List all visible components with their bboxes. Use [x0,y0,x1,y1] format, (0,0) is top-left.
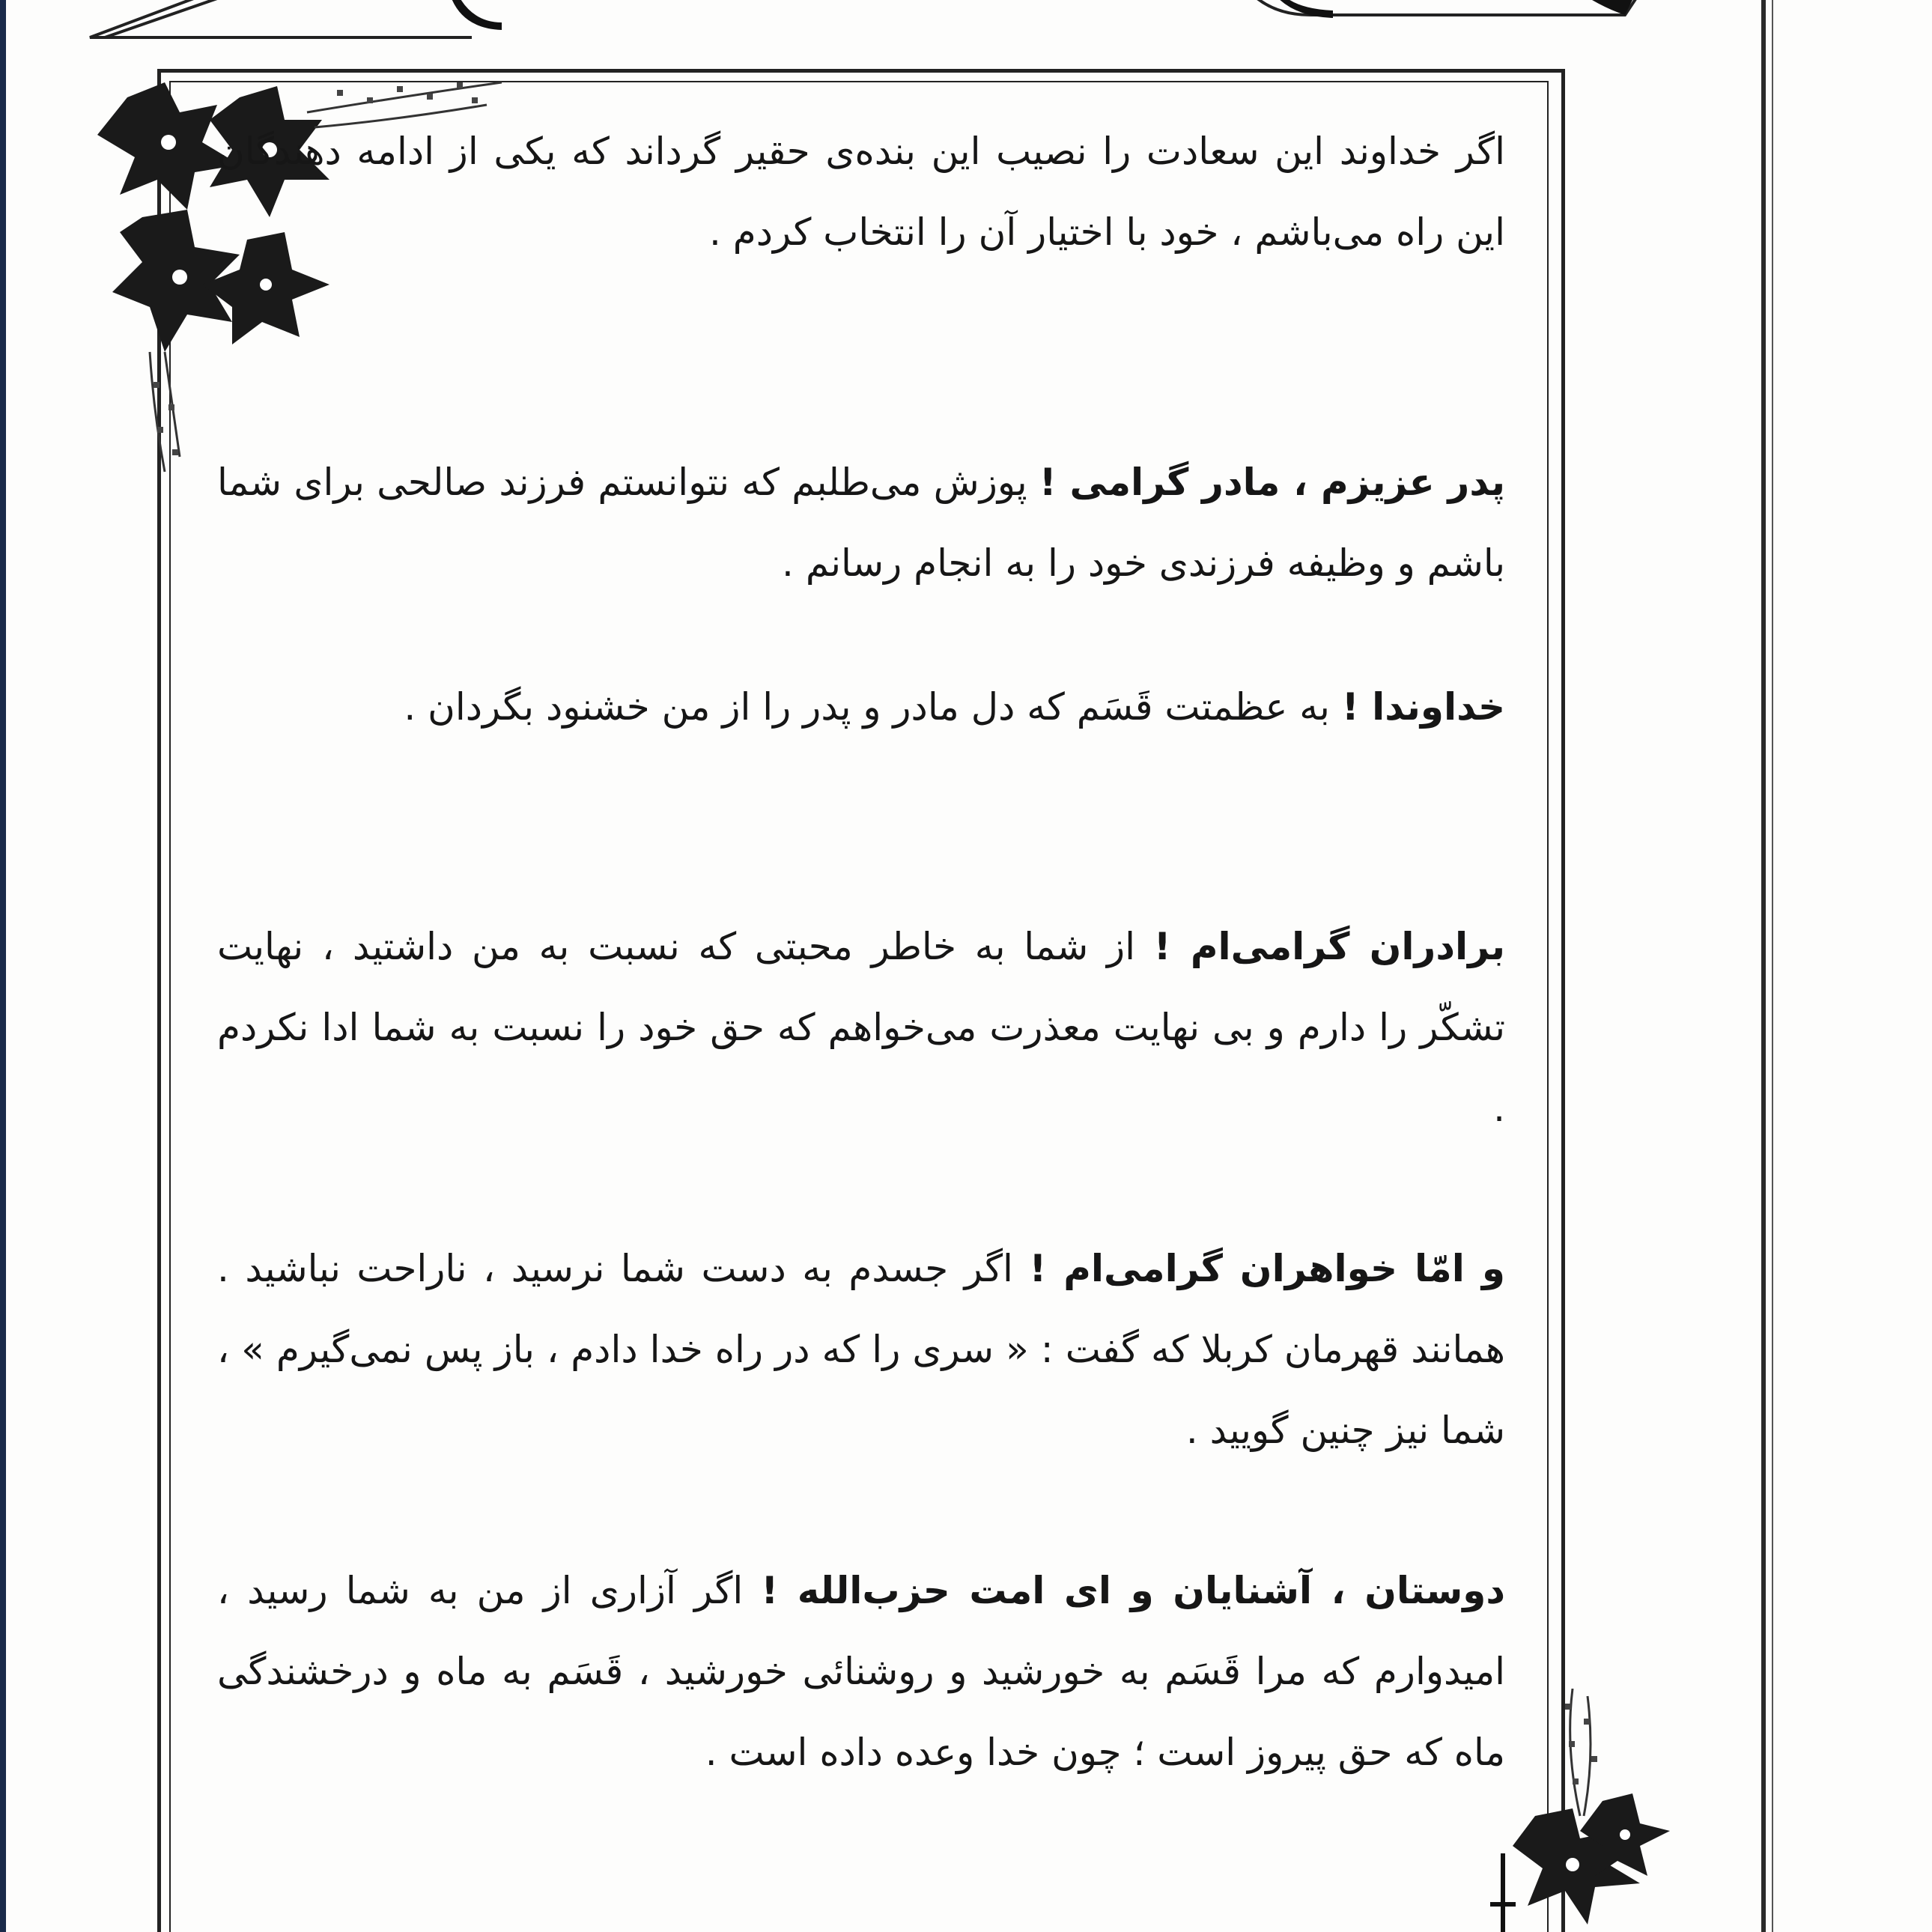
paragraph-text: به عظمتت قَسَم که دل مادر و پدر را از من خشنود بگردان . [404,685,1342,729]
paragraph-heading: برادران گرامی‌ام ! [1153,925,1505,968]
paragraph-sisters [217,1228,1505,1471]
paragraph-heading: و امّا خواهران گرامی‌ام ! [1029,1247,1505,1290]
paragraph-heading: دوستان ، آشنایان و ای امت حزب‌الله ! [761,1569,1505,1612]
scan-edge [0,0,6,1932]
paragraph-text: اگر خداوند این سعادت را نصیب این بنده‌ی حقیر گرداند که یکی از ادامه دهندگان این راه می‌باشم ، خود با اختیار آن را انتخاب کردم . [217,130,1505,254]
paragraph-friends [217,1550,1505,1793]
paragraph-text: اگر آزاری از من به شما رسید ، امیدوارم که مرا قَسَم به خورشید و روشنائی خورشید ، قَسَم به ماه و درخشندگی ماه که حق پیروز است ؛ چون خدا وعده داده است . [217,1569,1505,1774]
page-margin-rule [1761,0,1766,1932]
floral-ornament-icon [1490,1689,1685,1932]
paragraph-text: پوزش می‌طلبم که نتوانستم فرزند صالحی برای شما باشم و وظیفه فرزندی خود را به انجام رسانم . [217,461,1505,585]
paragraph-parents [217,442,1505,604]
paragraph-prayer [217,666,1505,747]
paragraph-heading: پدر عزیزم ، مادر گرامی ! [1039,461,1506,504]
ribbon-banner-icon [1251,0,1640,48]
paragraph-heading: خداوندا ! [1341,685,1505,729]
paragraph-brothers [217,906,1505,1149]
ribbon-banner-icon [82,0,502,55]
paragraph-intro [217,111,1550,273]
paragraph-text: اگر جسدم به دست شما نرسید ، ناراحت نباشید . همانند قهرمان کربلا که گفت : « سری را که در راه خدا دادم ، باز پس نمی‌گیرم » ، شما نیز چنین گویید . [217,1247,1505,1452]
page-margin-rule-thin [1772,0,1773,1932]
paragraph-text: از شما به خاطر محبتی که نسبت به من داشتید ، نهایت تشکّر را دارم و بی نهایت معذرت می‌خواهم که حق خود را نسبت به شما ادا نکردم . [217,925,1505,1130]
